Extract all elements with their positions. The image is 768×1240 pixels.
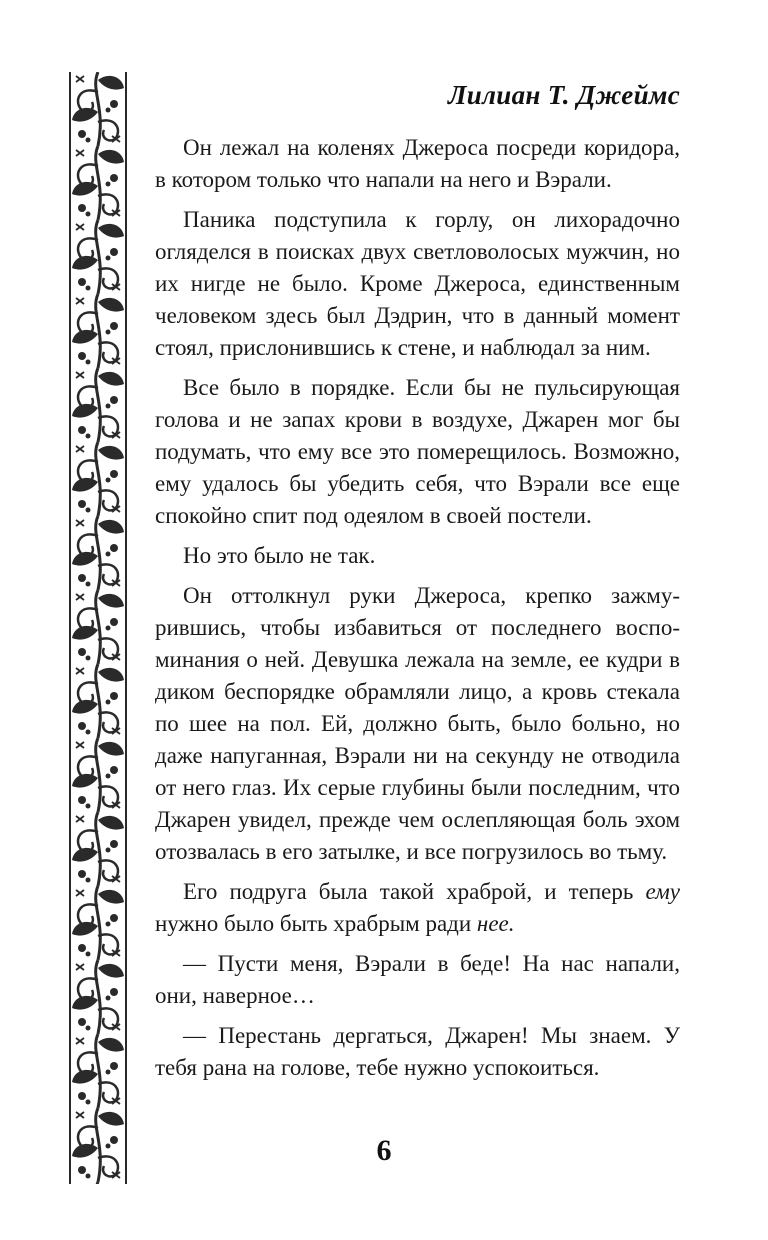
text-segment: — Пусти меня, Вэрали в беде! На нас напали, они, наверное… xyxy=(155,951,680,1008)
italic-emphasis: ему xyxy=(645,879,680,904)
book-text xyxy=(155,132,680,1084)
text-segment: Но это было не так. xyxy=(183,543,376,568)
paragraph xyxy=(155,540,680,572)
text-segment: Все было в порядке. Если бы не пульсирующая голова и не запах крови в воздухе, Джарен мог бы подумать, что ему все это померещилось. Возможно, ему удалось бы убедить себя, что Вэрали все еще спокойно спит под одеялом в своей постели. xyxy=(155,375,680,528)
text-segment: — Перестань дергаться, Джарен! Мы знаем. У тебя рана на голове, тебе нужно успокоиться. xyxy=(155,1023,680,1080)
paragraph xyxy=(155,372,680,532)
text-segment: Паника подступила к горлу, он лихорадочно огляделся в поисках двух светловолосых мужчин, но их нигде не было. Кроме Джероса, единственным человеком здесь был Дэдрин, что в данный момент стоял, прислонившись к стене, и наблюдал за ним. xyxy=(155,207,680,360)
text-segment: Он лежал на коленях Джероса посреди коридора, в котором только что напали на него и Вэрали. xyxy=(155,135,680,192)
floral-border-ornament xyxy=(68,72,128,1184)
paragraph xyxy=(155,204,680,364)
text-segment: нужно было быть храбрым ради xyxy=(155,911,477,936)
floral-ornament-icon xyxy=(68,72,128,1184)
page-number: 6 xyxy=(376,1134,392,1167)
paragraph xyxy=(155,876,680,940)
paragraph xyxy=(155,580,680,868)
text-segment: Его подруга была такой храброй, и теперь xyxy=(183,879,646,904)
text-segment: Он оттолкнул руки Джероса, крепко зажмурившись, чтобы избавиться от последнего воспоминания о ней. Девушка лежала на земле, ее кудри в диком беспорядке обрамляли лицо, а кровь стекала по шее на пол. Ей, должно быть, было больно, но даже напуганная, Вэрали ни на секунду не отводила от него глаз. Их серые глубины были последним, что Джарен увидел, прежде чем ослепляющая боль эхом отозвалась в его затылке, и все погрузилось во тьму. xyxy=(155,583,680,864)
paragraph xyxy=(155,132,680,196)
italic-emphasis: нее. xyxy=(476,911,515,936)
paragraph xyxy=(155,948,680,1012)
paragraph xyxy=(155,1020,680,1084)
running-head: Лилиан Т. Джеймс xyxy=(447,80,680,110)
